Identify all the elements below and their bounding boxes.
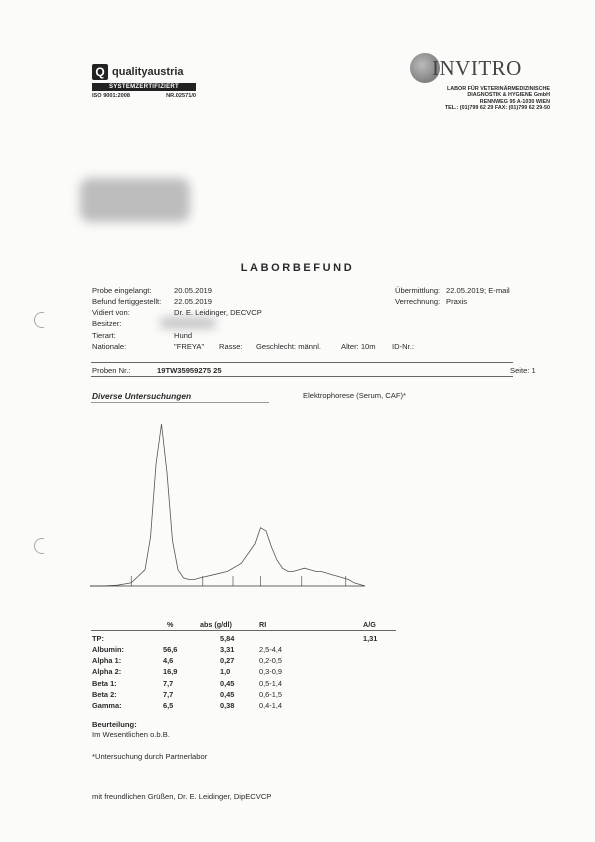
field-label: Nationale: (92, 342, 127, 351)
qa-iso: ISO 9001:2008 (92, 93, 130, 99)
result-ri: 0,3-0,9 (259, 667, 283, 677)
field-value: Dr. E. Leidinger, DECVCP (174, 308, 262, 317)
result-abs: 0,38 (220, 701, 235, 710)
result-abs: 0,45 (220, 689, 235, 699)
rasse-label: Rasse: (219, 342, 243, 351)
field-value: 20.05.2019 (174, 286, 213, 295)
invitro-logo-text: INVITRO (432, 56, 522, 80)
qa-nr: NR.02571/0 (166, 93, 196, 99)
result-abs: 0,45 (220, 678, 235, 688)
electrophoresis-chart (90, 416, 370, 596)
result-label: Gamma: (92, 701, 122, 710)
beurteilung-text: Im Wesentlichen o.b.B. (92, 730, 170, 739)
qa-name (112, 66, 184, 78)
col-header-pct: % (167, 620, 174, 629)
punch-hole (34, 312, 44, 328)
electrophoresis-curve (90, 424, 365, 586)
field-label: Verrechnung: (395, 297, 441, 306)
field-label: Probe eingelangt: (92, 286, 152, 295)
result-label: Alpha 1: (92, 656, 122, 666)
address-line: RENNWEG 95 A-1030 WIEN (479, 98, 550, 105)
field-label: Besitzer: (92, 319, 122, 328)
quality-austria-logo (92, 64, 196, 108)
geschlecht: Geschlecht: männl. (256, 342, 321, 351)
result-abs: 1,0 (220, 667, 231, 677)
result-abs: 3,31 (220, 645, 235, 654)
qa-mark-icon: Q (92, 64, 108, 80)
field-label: Befund fertiggestellt: (92, 297, 162, 306)
proben-value: 19TW35959275 25 (157, 366, 222, 375)
result-label: Beta 2: (92, 689, 117, 699)
divider (91, 362, 513, 363)
col-header-ri: RI (259, 620, 267, 629)
result-label: Beta 1: (92, 678, 117, 688)
result-ri: 2,5-4,4 (259, 645, 283, 654)
field-value: 22.05.2019; E-mail (446, 286, 510, 295)
redacted-address (80, 178, 190, 222)
col-header-abs: abs (g/dl) (200, 620, 232, 629)
result-pct: 16,9 (163, 667, 178, 677)
table-rule (91, 630, 396, 631)
result-ri: 0,5-1,4 (259, 678, 283, 688)
closing-signature: mit freundlichen Grüßen, Dr. E. Leidinger, DipECVCP (92, 792, 272, 801)
tp-abs: 5,84 (220, 634, 235, 643)
section-underline (91, 402, 269, 403)
alter: Alter: 10m (341, 342, 376, 351)
qa-certified-bar: SYSTEMZERTIFIZIERT (92, 83, 196, 91)
result-label: Alpha 2: (92, 667, 122, 677)
result-pct: 7,7 (163, 689, 174, 699)
result-ri: 0,2-0,5 (259, 656, 283, 666)
field-value: Praxis (446, 297, 468, 306)
field-value: "FREYA" (174, 342, 205, 351)
result-abs: 0,27 (220, 656, 235, 666)
field-label: Übermittlung: (395, 286, 441, 295)
field-value: 22.05.2019 (174, 297, 213, 306)
result-pct: 56,6 (163, 645, 178, 654)
address-line: TEL.: (01)799 62 29 FAX: (01)799 62 29-50 (444, 105, 550, 112)
tp-label: TP: (92, 634, 104, 643)
address-line: DIAGNOSTIK & HYGIENE GmbH (467, 92, 550, 99)
method-label: Elektrophorese (Serum, CAF)* (303, 391, 406, 400)
qa-name-text: qualityaustria (112, 66, 184, 78)
field-label: Vidiert von: (92, 308, 130, 317)
result-pct: 7,7 (163, 678, 174, 688)
punch-hole (34, 538, 44, 554)
result-pct: 6,5 (163, 701, 174, 710)
footnote: *Untersuchung durch Partnerlabor (92, 752, 208, 761)
field-value: Hund (174, 331, 193, 340)
address-line: LABOR FÜR VETERINÄRMEDIZINISCHE (446, 86, 550, 92)
tp-ag: 1,31 (363, 634, 378, 643)
result-ri: 0,4-1,4 (259, 701, 283, 710)
page-number: Seite: 1 (510, 366, 536, 375)
result-ri: 0,6-1,5 (259, 689, 283, 699)
result-label: Albumin: (92, 645, 125, 654)
section-title: Diverse Untersuchungen (92, 391, 192, 401)
beurteilung-label: Beurteilung: (92, 720, 137, 729)
id-nr: ID-Nr.: (392, 342, 414, 351)
redacted-owner (160, 318, 216, 328)
field-label: Tierart: (92, 331, 116, 340)
divider (91, 376, 513, 377)
result-pct: 4,6 (163, 656, 174, 666)
invitro-address (398, 86, 550, 112)
page-title: LABORBEFUND (240, 262, 355, 274)
proben-label: Proben Nr.: (92, 366, 131, 375)
col-header-ag: A/G (363, 620, 376, 629)
